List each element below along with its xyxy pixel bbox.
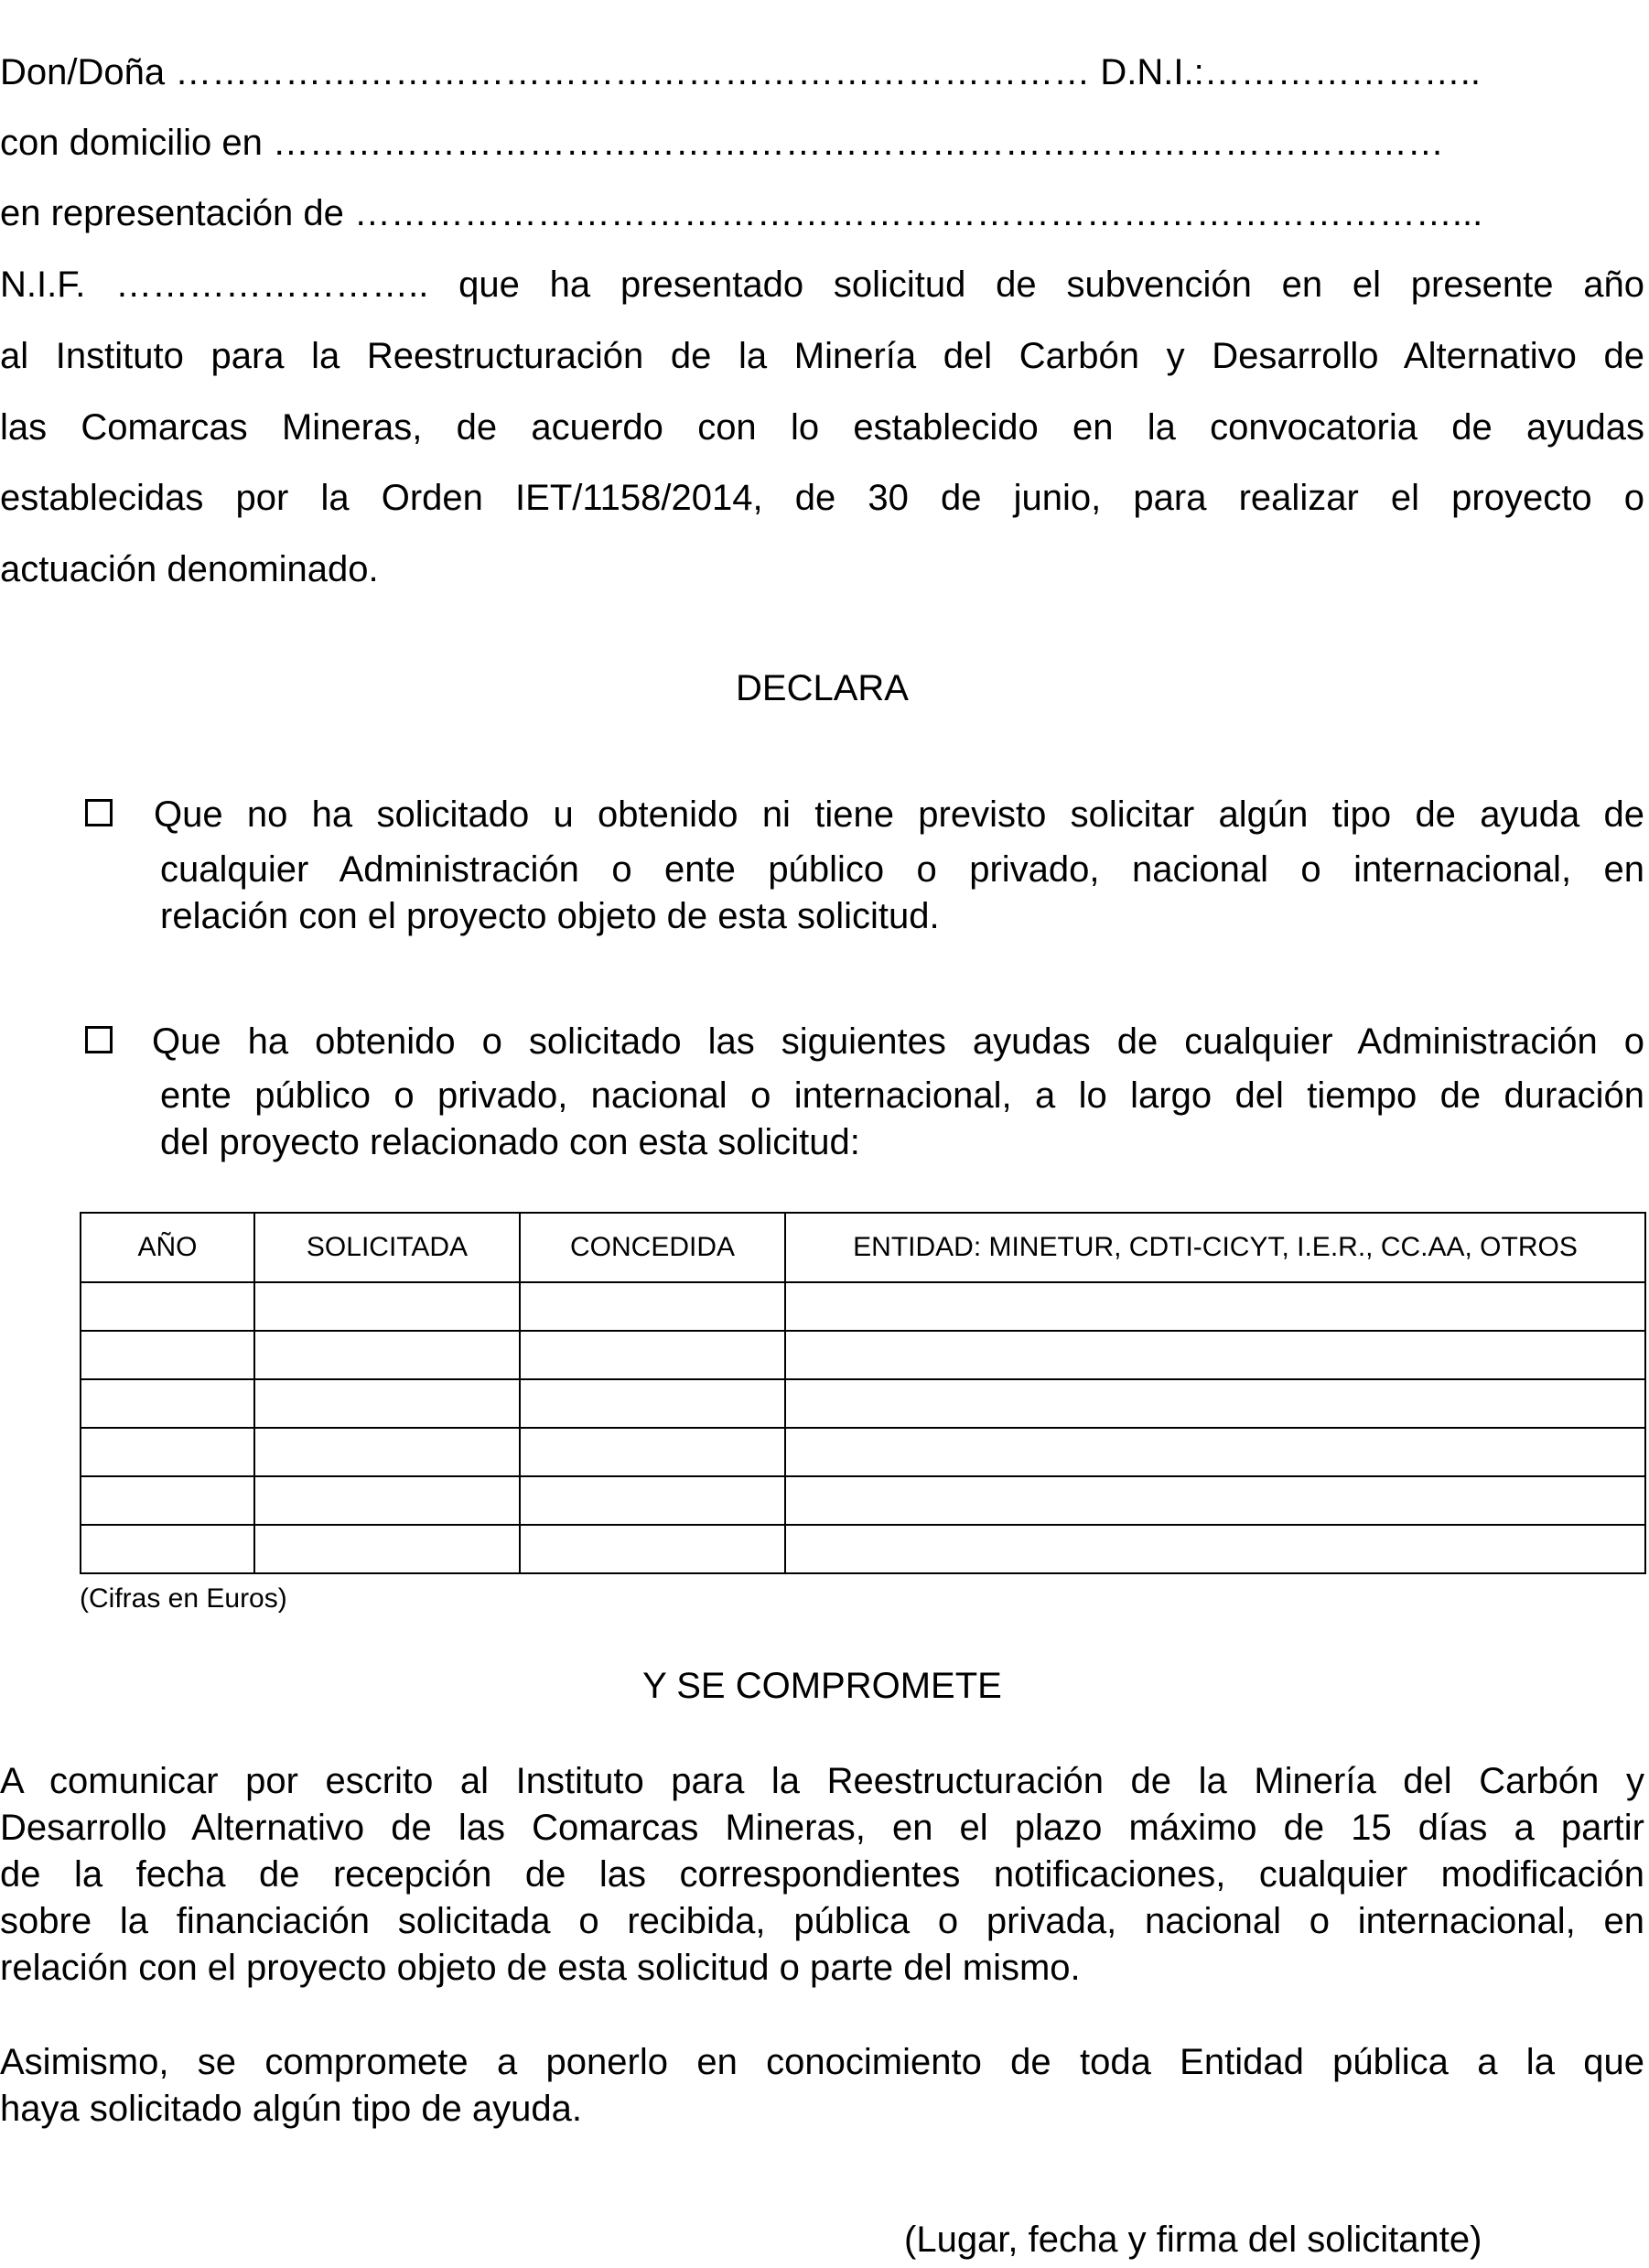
table-cell[interactable] xyxy=(81,1428,254,1476)
representation-line: en representación de ………………………………………………………………………………... xyxy=(0,193,1483,233)
aid-table xyxy=(80,1212,1646,1574)
table-cell[interactable] xyxy=(81,1525,254,1573)
dni-dots: ………………….. xyxy=(1203,52,1481,92)
address-line: con domicilio en …………………………………………………………………………………… xyxy=(0,123,1444,163)
intro-line-5: al Instituto para la Reestructuración de la Minería del Carbón y Desarrollo Alternativo de xyxy=(0,336,1644,376)
commit-line-4: sobre la financiación solicitada o recibida, pública o privada, nacional o internacional, en xyxy=(0,1901,1644,1941)
option-2-checkbox[interactable] xyxy=(85,1026,113,1053)
option-1-checkbox[interactable] xyxy=(85,799,113,826)
option-2-line-1: Que ha obtenido o solicitado las siguientes ayudas de cualquier Administración o xyxy=(152,1021,1644,1062)
table-note: (Cifras en Euros) xyxy=(80,1583,287,1614)
signature-caption: (Lugar, fecha y firma del solicitante) xyxy=(904,2219,1482,2260)
option-2-line-3: del proyecto relacionado con esta solicitud: xyxy=(160,1122,860,1162)
option-2-line-2: ente público o privado, nacional o internacional, a lo largo del tiempo de duración xyxy=(160,1075,1644,1116)
table-row xyxy=(81,1476,1645,1525)
header-year: AÑO xyxy=(81,1213,254,1282)
table-row xyxy=(81,1282,1645,1331)
table-cell[interactable] xyxy=(520,1282,785,1331)
dni-label: D.N.I.: xyxy=(1100,52,1204,92)
table-cell[interactable] xyxy=(785,1525,1645,1573)
commit-line-2: Desarrollo Alternativo de las Comarcas Mineras, en el plazo máximo de 15 días a partir xyxy=(0,1808,1644,1848)
name-dots: ………………………………………………………………… xyxy=(175,52,1091,92)
table-row xyxy=(81,1331,1645,1379)
table-cell[interactable] xyxy=(520,1476,785,1525)
table-cell[interactable] xyxy=(520,1428,785,1476)
commit-line-6: Asimismo, se compromete a ponerlo en conocimiento de toda Entidad pública a la que xyxy=(0,2042,1644,2082)
declara-heading: DECLARA xyxy=(736,668,909,708)
commit-line-7: haya solicitado algún tipo de ayuda. xyxy=(0,2089,583,2129)
intro-line-8: actuación denominado. xyxy=(0,549,379,589)
table-cell[interactable] xyxy=(520,1379,785,1428)
table-cell[interactable] xyxy=(254,1476,520,1525)
table-cell[interactable] xyxy=(785,1476,1645,1525)
table-cell[interactable] xyxy=(520,1331,785,1379)
option-1-line-2: cualquier Administración o ente público o privado, nacional o internacional, en xyxy=(160,849,1644,890)
table-cell[interactable] xyxy=(81,1476,254,1525)
name-line xyxy=(0,51,1644,93)
intro-line-7: establecidas por la Orden IET/1158/2014, de 30 de junio, para realizar el proyecto o xyxy=(0,478,1644,518)
table-cell[interactable] xyxy=(254,1428,520,1476)
table-cell[interactable] xyxy=(785,1428,1645,1476)
table-header-row xyxy=(81,1213,1645,1282)
commit-line-1: A comunicar por escrito al Instituto para la Reestructuración de la Minería del Carbón y xyxy=(0,1761,1644,1801)
table-cell[interactable] xyxy=(785,1331,1645,1379)
option-1-line-3: relación con el proyecto objeto de esta solicitud. xyxy=(160,896,940,936)
nif-line: N.I.F. …………………….. que ha presentado solicitud de subvención en el presente año xyxy=(0,265,1644,305)
compromete-heading: Y SE COMPROMETE xyxy=(642,1666,1002,1706)
header-entity: ENTIDAD: MINETUR, CDTI-CICYT, I.E.R., CC.AA, OTROS xyxy=(785,1213,1645,1282)
table-row xyxy=(81,1428,1645,1476)
table-cell[interactable] xyxy=(254,1331,520,1379)
table-cell[interactable] xyxy=(520,1525,785,1573)
table-cell[interactable] xyxy=(81,1282,254,1331)
commit-line-5: relación con el proyecto objeto de esta solicitud o parte del mismo. xyxy=(0,1948,1081,1988)
table-cell[interactable] xyxy=(254,1282,520,1331)
table-cell[interactable] xyxy=(785,1379,1645,1428)
option-1-line-1: Que no ha solicitado u obtenido ni tiene previsto solicitar algún tipo de ayuda de xyxy=(154,794,1644,835)
table-cell[interactable] xyxy=(254,1525,520,1573)
name-label: Don/Doña xyxy=(0,52,166,92)
table-cell[interactable] xyxy=(254,1379,520,1428)
header-requested: SOLICITADA xyxy=(254,1213,520,1282)
commit-line-3: de la fecha de recepción de las correspondientes notificaciones, cualquier modificación xyxy=(0,1854,1644,1895)
table-cell[interactable] xyxy=(81,1379,254,1428)
table-cell[interactable] xyxy=(81,1331,254,1379)
table-row xyxy=(81,1525,1645,1573)
intro-line-6: las Comarcas Mineras, de acuerdo con lo establecido en la convocatoria de ayudas xyxy=(0,407,1644,448)
table-cell[interactable] xyxy=(785,1282,1645,1331)
table-row xyxy=(81,1379,1645,1428)
header-granted: CONCEDIDA xyxy=(520,1213,785,1282)
